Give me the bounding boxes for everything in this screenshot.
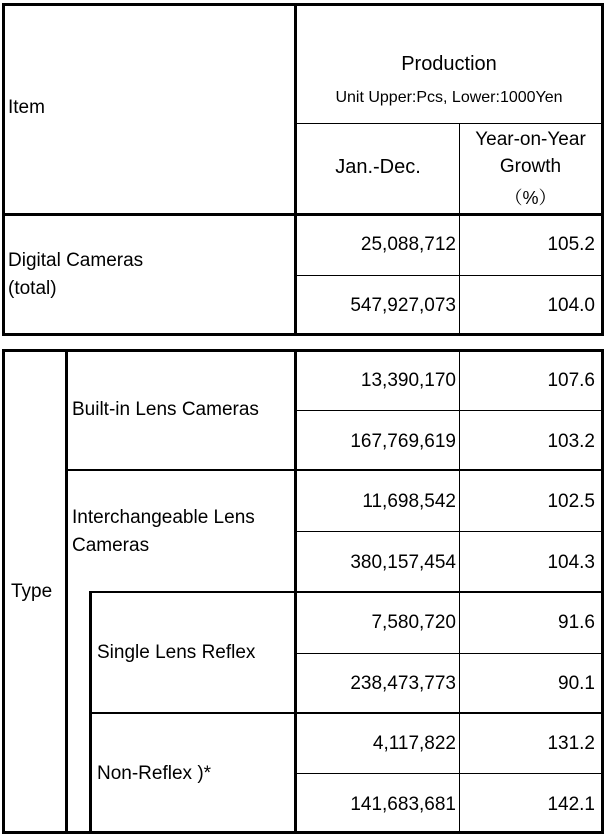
row-label-interchangeable-line1: Interchangeable Lens — [72, 507, 255, 528]
border — [2, 3, 604, 6]
growth-header-line2: Growth — [499, 156, 562, 177]
row-value: 141,683,681 — [350, 794, 456, 815]
border — [2, 349, 5, 834]
row-value-growth: 103.2 — [547, 431, 595, 452]
growth-header-line3: （%） — [504, 188, 557, 208]
row-qty-growth: 102.5 — [547, 491, 595, 512]
row-qty: 4,117,822 — [372, 733, 456, 754]
total-label-line2: (total) — [8, 278, 57, 299]
row-qty-growth: 131.2 — [547, 733, 595, 754]
row-qty: 11,698,542 — [362, 491, 456, 512]
row-value: 167,769,619 — [350, 431, 456, 452]
total-qty-growth: 105.2 — [547, 234, 595, 255]
border — [295, 653, 603, 654]
border — [2, 831, 604, 834]
border — [2, 213, 604, 216]
border — [295, 410, 603, 411]
row-qty: 13,390,170 — [360, 370, 456, 391]
border — [295, 123, 603, 124]
border — [295, 773, 603, 774]
growth-header-line1: Year-on-Year — [475, 129, 586, 150]
row-label-slr: Single Lens Reflex — [97, 642, 256, 663]
border — [295, 275, 603, 276]
border — [2, 3, 5, 336]
row-qty-growth: 107.6 — [547, 370, 595, 391]
total-qty: 25,088,712 — [360, 234, 456, 255]
row-label-interchangeable-line2: Cameras — [72, 535, 150, 556]
row-label-nonreflex: Non-Reflex )* — [97, 763, 212, 784]
border — [2, 349, 604, 352]
production-header: Production — [401, 53, 497, 75]
row-value: 238,473,773 — [350, 673, 456, 694]
border — [66, 469, 603, 471]
border — [90, 712, 603, 714]
row-label-builtin: Built-in Lens Cameras — [72, 399, 259, 420]
row-value-growth: 104.3 — [547, 552, 595, 573]
border — [295, 531, 603, 532]
item-header: Item — [8, 97, 45, 118]
type-label: Type — [11, 581, 53, 602]
row-value-growth: 142.1 — [547, 794, 595, 815]
row-qty-growth: 91.6 — [558, 612, 595, 633]
row-value: 380,157,454 — [350, 552, 456, 573]
total-value-growth: 104.0 — [547, 295, 595, 316]
border — [2, 333, 604, 336]
row-qty: 7,580,720 — [371, 612, 456, 633]
border — [65, 349, 68, 834]
row-value-growth: 90.1 — [558, 673, 595, 694]
period-header: Jan.-Dec. — [335, 156, 421, 178]
unit-note: Unit Upper:Pcs, Lower:1000Yen — [335, 89, 563, 106]
border — [90, 591, 603, 593]
total-label-line1: Digital Cameras — [8, 250, 144, 271]
border — [601, 3, 604, 336]
total-value: 547,927,073 — [350, 295, 456, 316]
